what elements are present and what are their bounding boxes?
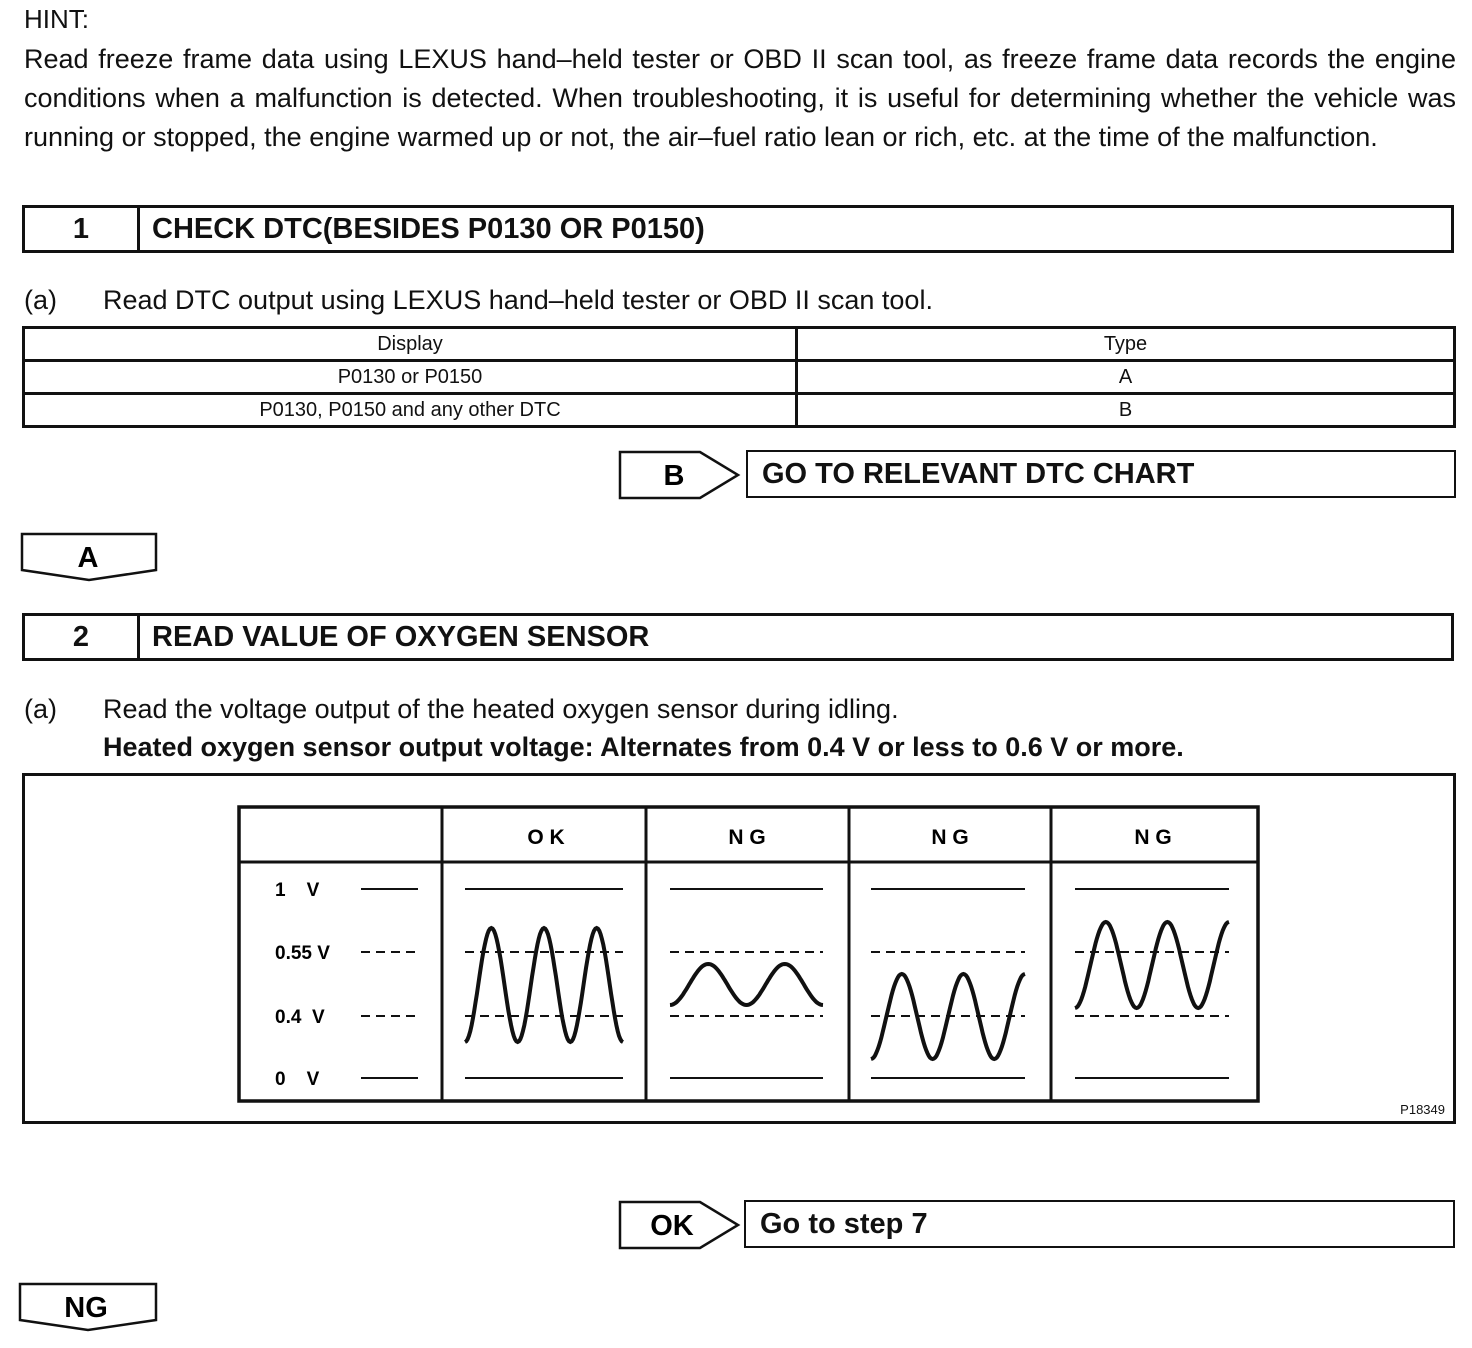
waveform-figure bbox=[22, 773, 1456, 1124]
dtc-table bbox=[22, 326, 1456, 428]
table-cell: P0130 or P0150 bbox=[24, 361, 797, 394]
result-b-action: GO TO RELEVANT DTC CHART bbox=[746, 450, 1456, 498]
result-b-label: B bbox=[663, 460, 685, 492]
figure-id: P18349 bbox=[1400, 1102, 1445, 1117]
step-1-header bbox=[22, 205, 1454, 253]
y-label-055v: 0.55 V bbox=[275, 943, 330, 964]
figure-grid-border bbox=[239, 807, 1258, 1101]
result-b-arrow-label bbox=[618, 450, 742, 500]
waveform-columns bbox=[465, 889, 1229, 1078]
result-ng-label: NG bbox=[64, 1292, 108, 1324]
step-1-number: 1 bbox=[25, 208, 140, 250]
hint-text: Read freeze frame data using LEXUS hand–held tester or OBD II scan tool, as freeze frame data records the engine conditions when a malfunction is detected. When troubleshooting, it is useful for determining whether the vehicle was running or stopped, the engine warmed up or not, the air–fuel ratio lean or rich, etc. at the time of the malfunction. bbox=[24, 44, 1456, 152]
result-a-arrow-label bbox=[20, 532, 160, 584]
column-header-ok: O K bbox=[527, 826, 565, 849]
table-header-type: Type bbox=[797, 328, 1455, 361]
result-ok-label: OK bbox=[650, 1210, 694, 1242]
step-1-title: CHECK DTC(BESIDES P0130 OR P0150) bbox=[152, 212, 705, 245]
waveform-ok bbox=[465, 928, 623, 1042]
table-cell: B bbox=[797, 394, 1455, 427]
waveform-ng-shifted-high bbox=[1075, 922, 1229, 1008]
y-label-0v: 0 V bbox=[275, 1069, 320, 1090]
step-2-spec: Heated oxygen sensor output voltage: Alternates from 0.4 V or less to 0.6 V or more. bbox=[103, 732, 1184, 762]
column-header-ng-1: N G bbox=[728, 826, 766, 849]
step-2-number: 2 bbox=[25, 616, 140, 658]
result-ok-action: Go to step 7 bbox=[744, 1200, 1455, 1248]
result-a-label: A bbox=[77, 542, 99, 574]
result-ng-arrow-label bbox=[18, 1282, 160, 1334]
result-ok-arrow-label bbox=[618, 1200, 742, 1250]
y-label-04v: 0.4 V bbox=[275, 1007, 325, 1028]
table-cell: P0130, P0150 and any other DTC bbox=[24, 394, 797, 427]
table-row bbox=[24, 361, 1455, 394]
hint-label: HINT: bbox=[24, 4, 89, 34]
table-header-display: Display bbox=[24, 328, 797, 361]
waveform-diagram bbox=[25, 776, 1453, 1121]
step-1-sub-marker: (a) bbox=[24, 285, 57, 315]
column-header-ng-3: N G bbox=[1134, 826, 1172, 849]
step-2-instruction: Read the voltage output of the heated oxygen sensor during idling. bbox=[103, 694, 899, 724]
y-label-1v: 1 V bbox=[275, 880, 320, 901]
table-row bbox=[24, 394, 1455, 427]
waveform-ng-amplitude-low bbox=[670, 964, 823, 1005]
step-1-instruction: Read DTC output using LEXUS hand–held tester or OBD II scan tool. bbox=[103, 285, 933, 315]
step-2-header bbox=[22, 613, 1454, 661]
step-2-sub-marker: (a) bbox=[24, 694, 57, 724]
step-2-title: READ VALUE OF OXYGEN SENSOR bbox=[152, 620, 650, 653]
table-header-row bbox=[24, 328, 1455, 361]
table-cell: A bbox=[797, 361, 1455, 394]
column-header-ng-2: N G bbox=[931, 826, 969, 849]
